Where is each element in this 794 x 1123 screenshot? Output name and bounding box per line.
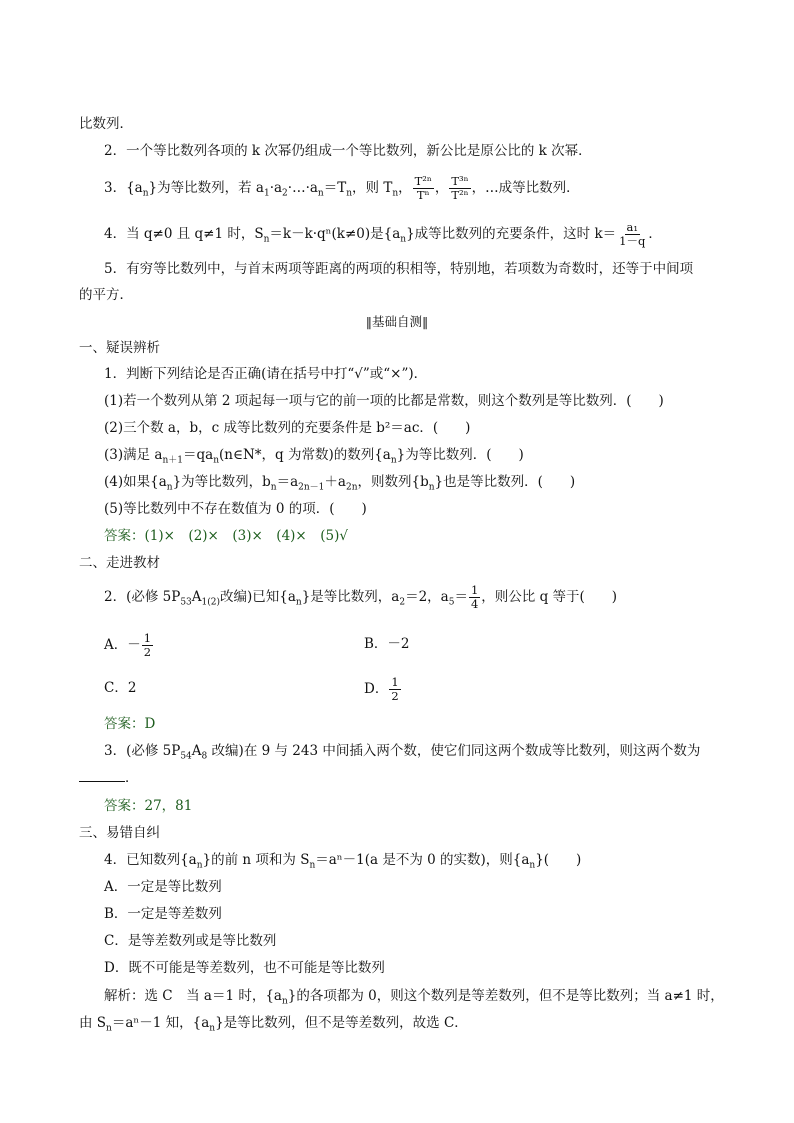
solution: 解析：选 C 当 a＝1 时，$\{a_n\}$的各项都为 0，则这个数列是等差数列，但不是等比数列；当 a≠1 时， [104,988,724,1007]
text-line: ． [79,768,139,788]
question: 4．已知数列$\{a_n\}$的前 n 项和为 $S_n=a^n-1(a$ 是不为 0 的实数)，则$\{a_n\}$( ) [104,852,582,871]
heading: 二、走进教材 [79,555,160,571]
option-d: D． $\frac{1}{2}$ [364,675,399,703]
option-a: A．－ $\frac{1}{2}$ [104,631,152,659]
question-item: (2)三个数 a，b，c 成等比数列的充要条件是 b²＝ac．( ) [104,420,471,436]
answer: 答案：D [104,716,156,732]
option-d: D．既不可能是等差数列，也不可能是等比数列 [104,960,385,976]
question-item: (5)等比数列中不存在数值为 0 的项．( ) [104,501,367,517]
answer: 答案：27，81 [104,798,193,814]
question: 2．(必修 $5P_{53}A_{1(2)}$改编)已知$\{a_n\}$是等比数列，$a_2=2$，$a_5=$ $\frac{1}{4}$ ，则公比 q 等于( ) [104,583,618,611]
question-item: (1)若一个数列从第 2 项起每一项与它的前一项的比都是常数，则这个数列是等比数列．( ) [104,393,664,409]
option-a: A．一定是等比数列 [104,879,222,895]
option-c: C．是等差数列或是等比数列 [104,933,277,949]
text-line: 2．一个等比数列各项的 k 次幂仍组成一个等比数列，新公比是原公比的 k 次幂． [104,143,592,159]
text-line: 的平方． [79,287,133,303]
heading: 三、易错自纠 [79,825,160,841]
section-title: ‖基础自测‖ [365,314,429,329]
fraction: $\frac{\text{a₁}}{1-q}$ [619,220,646,248]
text-line: 4．当 q≠0 且 q≠1 时，$S_n=k-k\cdot q^n(k\ne 0)$是$\{a_n\}$成等比数列的充要条件，这时 k＝ $\frac{\text{a₁}}{1-q}$ ． [104,220,662,248]
solution: 由 $S_n=a^n-1$ 知，$\{a_n\}$是等比数列，但不是等差数列，故选 C． [79,1015,468,1034]
option-c: C．2 [104,680,137,696]
text-line: 比数列． [79,116,133,132]
answer-blank [79,769,125,782]
text-line: 3．$\{a_n\}$为等比数列，若 $a_1\cdot a_2\cdot\dots\cdot a_n=T_n$，则 $T_n$， $\frac{\text{T²ⁿ}}{\text{Tⁿ}}$ ， $\frac{\text{T³ⁿ}}{\text{T²ⁿ}}$ ，…成等比数列． [104,174,580,202]
text-line: 5．有穷等比数列中，与首末两项等距离的两项的积相等，特别地，若项数为奇数时，还等于中间项 [104,261,694,277]
fraction: $\frac{\text{T³ⁿ}}{\text{T²ⁿ}}$ [451,174,469,202]
question: 1．判断下列结论是否正确(请在括号中打“√”或“×”)． [104,366,428,382]
question-item: (3)满足 $a_{n+1}=qa_n(n\in N*$，q 为常数)的数列$\{a_n\}$为等比数列．( ) [104,447,524,466]
fraction: $\frac{1}{4}$ [470,583,479,611]
question-item: (4)如果$\{a_n\}$为等比数列，$b_n=a_{2n-1}+a_{2n}$，则数列$\{b_n\}$也是等比数列．( ) [104,474,576,493]
heading: 一、疑误辨析 [79,340,160,356]
answer: 答案：(1)× (2)× (3)× (4)× (5)√ [104,528,348,544]
question: 3．(必修 $5P_{54}A_8$ 改编)在 9 与 243 中间插入两个数，使它们同这两个数成等比数列，则这两个数为 [104,743,701,762]
option-b: B．－2 [364,636,410,652]
fraction: $\frac{\text{T²ⁿ}}{\text{Tⁿ}}$ [414,174,432,202]
option-b: B．一定是等差数列 [104,906,222,922]
